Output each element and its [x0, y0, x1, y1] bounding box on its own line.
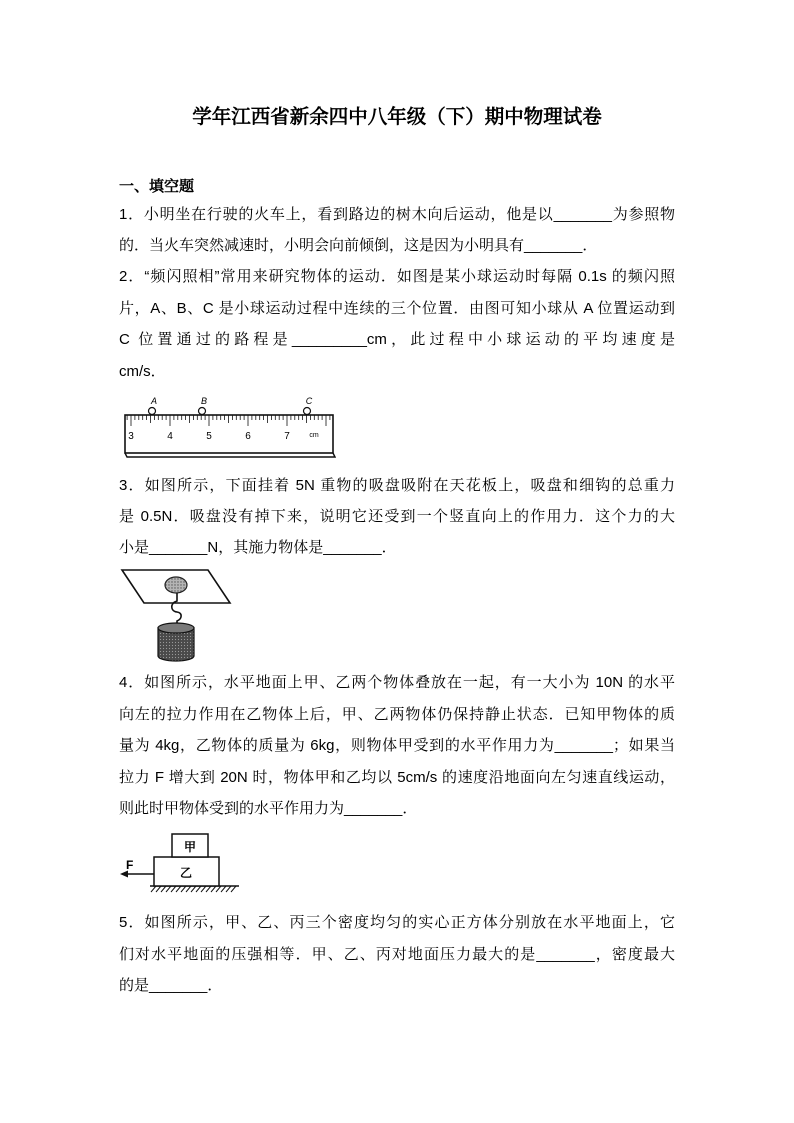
- ruler-number: 4: [167, 431, 173, 442]
- question-2: [119, 261, 675, 387]
- ground-hatch-line: [151, 886, 156, 892]
- block-jia-label: 甲: [183, 840, 197, 854]
- block-yi-label: 乙: [179, 866, 193, 880]
- ground-hatch-line: [191, 886, 196, 892]
- ball-position-b: [199, 408, 206, 415]
- weight-top: [158, 623, 194, 633]
- question-5: [119, 907, 675, 1002]
- ball-position-a: [149, 408, 156, 415]
- ball-position-c: [304, 408, 311, 415]
- ground-hatch-line: [201, 886, 206, 892]
- question-text-line: 4．如图所示，水平地面上甲、乙两个物体叠放在一起，有一大小为 10N 的水平: [119, 674, 675, 691]
- ruler-number: 6: [245, 431, 251, 442]
- question-text-line: 的．当火车突然减速时，小明会向前倾倒，这是因为小明具有_______．: [119, 236, 598, 254]
- ruler-number: 7: [284, 431, 290, 442]
- point-label-c: C: [305, 396, 313, 406]
- question-text-line: 2．“频闪照相”常用来研究物体的运动．如图是某小球运动时每隔 0.1s 的频闪照: [119, 268, 675, 285]
- question-text-line: 向左的拉力作用在乙物体上后，甲、乙两物体仍保持静止状态．已知甲物体的质: [119, 705, 675, 723]
- ruler-unit-label: cm: [309, 432, 319, 439]
- ground-hatching: [151, 886, 236, 892]
- point-label-a: A: [150, 396, 158, 406]
- question-text-line: 是 0.5N．吸盘没有掉下来，说明它还受到一个竖直向上的作用力．这个力的大: [119, 508, 675, 525]
- force-label: F: [126, 858, 134, 872]
- ground-hatch-line: [176, 886, 181, 892]
- question-text-line: 小是_______N，其施力物体是_______．: [119, 539, 397, 556]
- question-text-line: cm/s．: [119, 362, 166, 380]
- question-text-line: 片，A、B、C 是小球运动过程中连续的三个位置．由图可知小球从 A 位置运动到: [119, 299, 675, 317]
- ruler-number: 3: [128, 431, 134, 442]
- ground-hatch-line: [216, 886, 221, 892]
- ground-hatch-line: [226, 886, 231, 892]
- ground-hatch-line: [231, 886, 236, 892]
- ground-hatch-line: [166, 886, 171, 892]
- weight-cylinder: [158, 623, 194, 661]
- page-title: 学年江西省新余四中八年级（下）期中物理试卷: [192, 106, 602, 128]
- stacked-blocks-figure: [118, 830, 240, 898]
- question-text-line: 5．如图所示，甲、乙、丙三个密度均匀的实心正方体分别放在水平地面上，它: [119, 914, 675, 931]
- point-label-b: B: [200, 396, 208, 406]
- ruler-figure: [120, 393, 336, 463]
- question-text-line: 们对水平地面的压强相等．甲、乙、丙对地面压力最大的是_______，密度最大: [119, 945, 675, 963]
- question-text-line: 则此时甲物体受到的水平作用力为_______．: [119, 800, 418, 817]
- ground-hatch-line: [211, 886, 216, 892]
- ground-hatch-line: [196, 886, 201, 892]
- ground-hatch-line: [186, 886, 191, 892]
- question-text-line: 的是_______．: [119, 977, 223, 994]
- ground-hatch-line: [171, 886, 176, 892]
- ground-hatch-line: [156, 886, 161, 892]
- question-text-line: 1．小明坐在行驶的火车上，看到路边的树木向后运动，他是以_______为参照物: [119, 206, 675, 223]
- suction-cup: [165, 577, 187, 593]
- ground-hatch-line: [206, 886, 211, 892]
- question-text-line: 量为 4kg，乙物体的质量为 6kg，则物体甲受到的水平作用力为_______；如果当: [119, 737, 675, 754]
- question-3: [119, 470, 675, 563]
- question-1: [119, 200, 675, 261]
- section-heading: 一、填空题: [119, 178, 195, 195]
- ruler-body: [125, 415, 333, 453]
- ground-hatch-line: [161, 886, 166, 892]
- question-4: [119, 667, 675, 825]
- suction-cup-figure: [120, 566, 232, 666]
- question-text-line: C 位置通过的路程是_________cm，此过程中小球运动的平均速度是: [119, 331, 675, 348]
- question-text-line: 3．如图所示，下面挂着 5N 重物的吸盘吸附在天花板上，吸盘和细钩的总重力: [119, 477, 675, 494]
- question-text-line: 拉力 F 增大到 20N 时，物体甲和乙均以 5cm/s 的速度沿地面向左匀速直线运动，: [119, 768, 675, 786]
- ruler-number: 5: [206, 431, 212, 442]
- ground-hatch-line: [221, 886, 226, 892]
- ground-hatch-line: [181, 886, 186, 892]
